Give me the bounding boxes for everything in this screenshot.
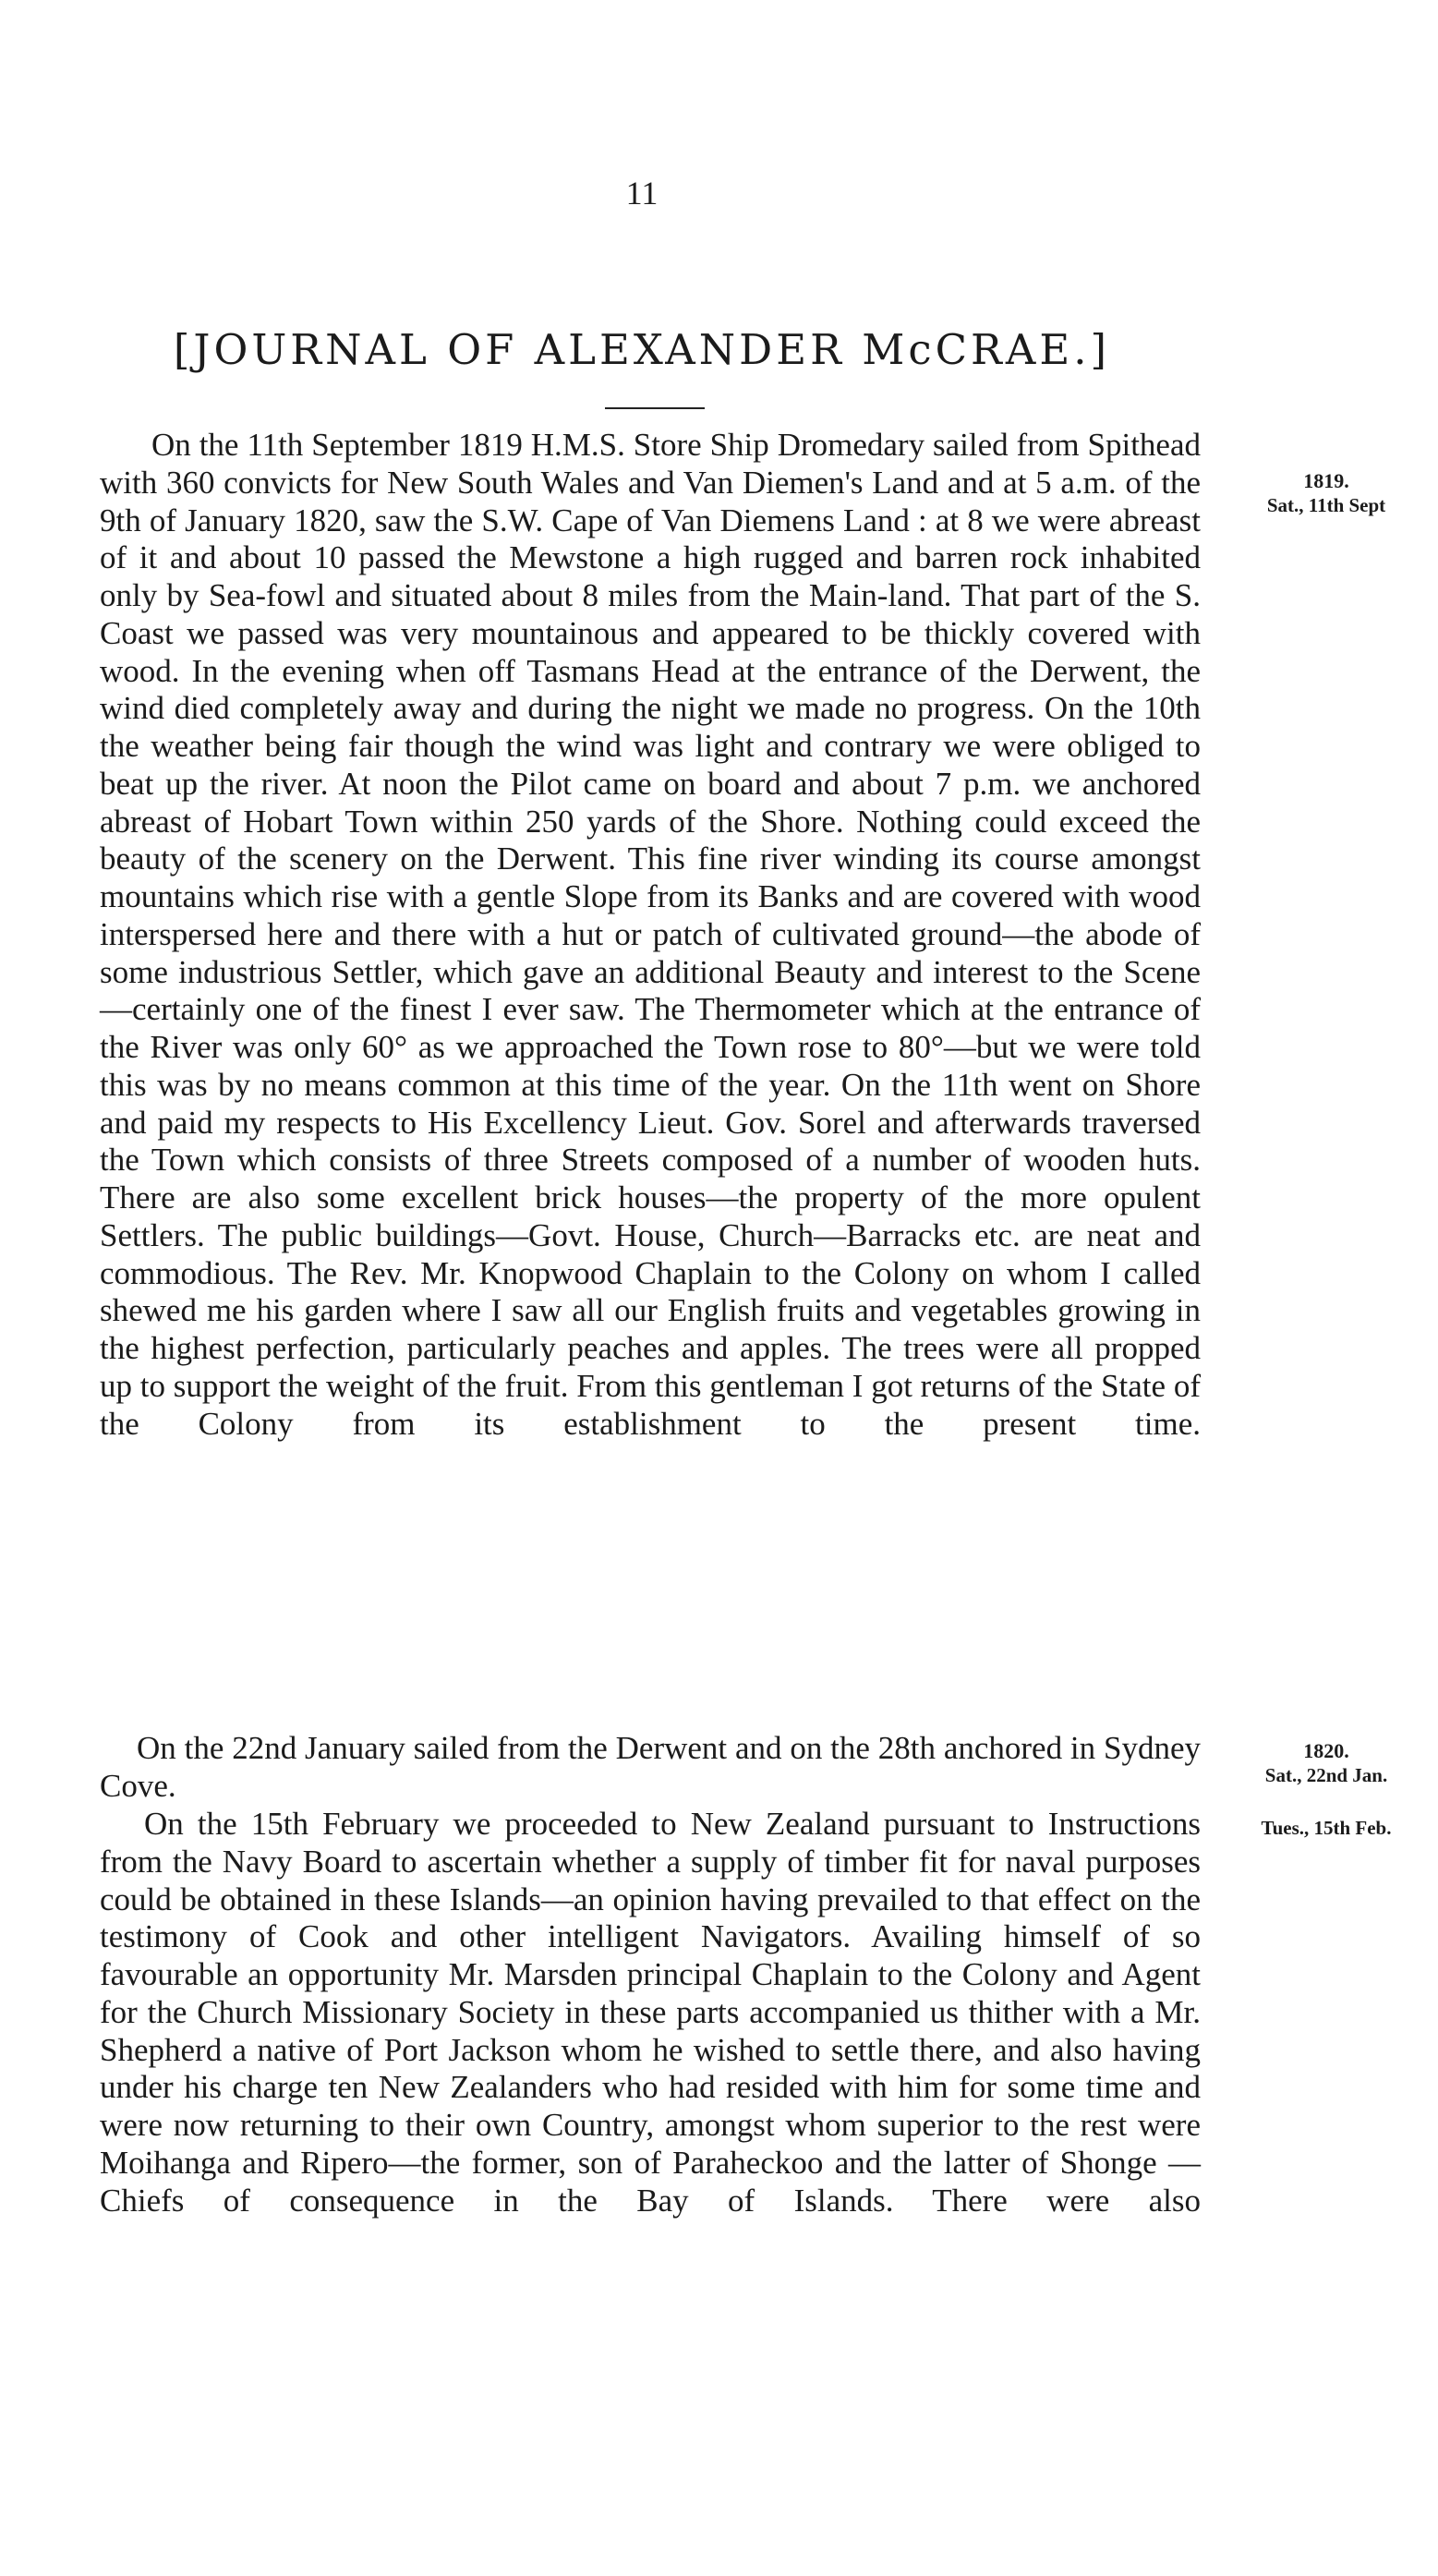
margin-note-1819 <box>1234 469 1419 517</box>
margin-note-year: 1820. <box>1303 1739 1349 1762</box>
margin-note-date: Sat., 22nd Jan. <box>1264 1764 1388 1786</box>
margin-note-1820 <box>1234 1739 1419 1787</box>
margin-note-year: 1819. <box>1303 469 1349 492</box>
paragraph-new-zealand: On the 15th February we proceeded to New Zealand pursuant to Instructions from the Navy Board to ascertain whether a supply of timber fit for naval purposes could be obtained in these Islands—an opinion having prevailed to that effect on the testimony of Cook and other intelligent Navigators. Availing himself of so favourable an opportunity Mr. Marsden principal Chaplain to the Colony and Agent for the Church Missionary Society in these parts accompanied us thither with a Mr. Shepherd a native of Port Jackson whom he wished to settle there, and also having under his charge ten New Zealanders who had resided with him for some time and were now returning to their own Country, amongst whom superior to the rest were Moihanga and Ripero—the former, son of Paraheckoo and the latter of Shonge —Chiefs of consequence in the Bay of Islands. There were also <box>100 1806 1201 2219</box>
margin-note-15th-feb <box>1225 1816 1428 1840</box>
page-number: 11 <box>625 175 659 212</box>
margin-note-date: Sat., 11th Sept <box>1266 494 1386 516</box>
paragraph-voyage-to-hobart: On the 11th September 1819 H.M.S. Store Ship Dromedary sailed from Spithead with 360 convicts for New South Wales and Van Diemen's Land and at 5 a.m. of the 9th of January 1820, saw the S.W. Cape of Van Diemens Land : at 8 we were abreast of it and about 10 passed the Mewstone a high rugged and barren rock inhabited only by Sea-fowl and situated about 8 miles from the Main-land. That part of the S. Coast we passed was very mountainous and appeared to be thickly covered with wood. In the evening when off Tasmans Head at the entrance of the Derwent, the wind died completely away and during the night we made no progress. On the 10th the weather being fair though the wind was light and contrary we were obliged to beat up the river. At noon the Pilot came on board and about 7 p.m. we anchored abreast of Hobart Town within 250 yards of the Shore. Nothing could exceed the beauty of the scenery on the Derwent. This fine river winding its course amongst mountains which rise with a gentle Slope from its Banks and are covered with wood interspersed here and there with a hut or patch of cultivated ground—the abode of some industrious Settler, which gave an additional Beauty and interest to the Scene—certainly one of the finest I ever saw. The Thermometer which at the entrance of the River was only 60° as we approached the Town rose to 80°—but we were told this was by no means common at this time of the year. On the 11th went on Shore and paid my respects to His Excellency Lieut. Gov. Sorel and afterwards traversed the Town which consists of three Streets composed of a number of wooden huts. There are also some excellent brick houses—the property of the more opulent Settlers. The public buildings—Govt. House, Church—Barracks etc. are neat and commodious. The Rev. Mr. Knopwood Chaplain to the Colony on whom I called shewed me his garden where I saw all our English fruits and vegetables growing in the highest perfection, particularly peaches and apples. The trees were all propped up to support the weight of the fruit. From this gentleman I got returns of the State of the Colony from its establishment to the present time. <box>100 427 1201 1442</box>
paragraph-sailed-from-derwent: On the 22nd January sailed from the Derwent and on the 28th anchored in Sydney Cove. <box>100 1730 1201 1804</box>
margin-note-date: Tues., 15th Feb. <box>1261 1817 1392 1839</box>
journal-title: [JOURNAL OF ALEXANDER McCRAE.] <box>173 325 1111 374</box>
title-rule <box>605 407 705 409</box>
